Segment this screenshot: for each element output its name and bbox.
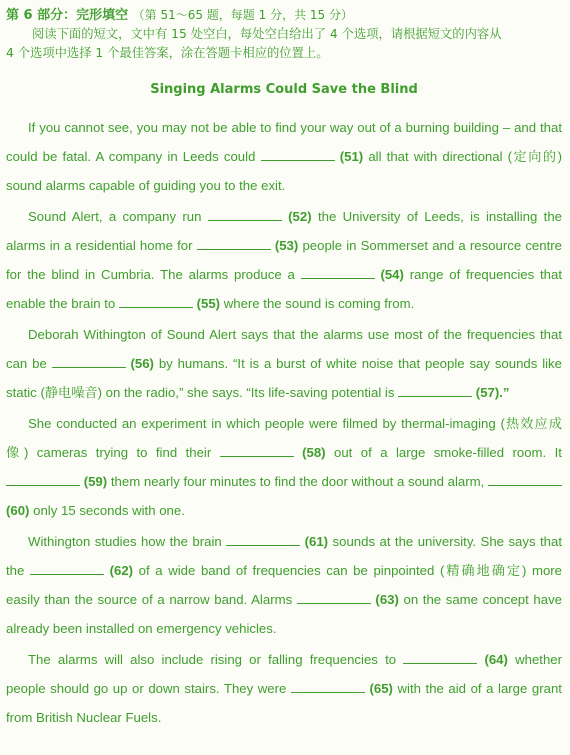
part-note: （第 51～65 题，每题 1 分，共 15 分）: [132, 8, 353, 22]
question-number-59: (59): [83, 474, 108, 489]
instruction-line-2: 4 个选项中选择 1 个最佳答案，涂在答题卡相应的位置上。: [6, 46, 329, 60]
text: out of a large smoke-filled room. It: [334, 445, 562, 460]
blank-64[interactable]: [403, 651, 477, 664]
text: people in Sommerset and a resource centre for the blind in Cumbria. The alarms produce a: [6, 238, 562, 282]
text: range of frequencies that enable the brain to: [6, 267, 563, 311]
question-number-54: (54): [380, 267, 404, 282]
blank-59[interactable]: [6, 473, 80, 486]
question-number-60: (60): [6, 503, 30, 518]
question-number-62: (62): [109, 563, 134, 578]
text: sounds at the university. She says that the: [6, 534, 562, 578]
question-number-65: (65): [369, 681, 393, 696]
question-number-51: (51): [339, 149, 364, 164]
blank-65[interactable]: [291, 680, 365, 693]
paragraph-2: [6, 202, 562, 318]
paragraph-4: [6, 409, 562, 525]
blank-62[interactable]: [30, 562, 104, 575]
passage-body: [6, 113, 562, 732]
text: with the aid of a large grant from British Nuclear Fuels.: [6, 681, 562, 725]
paragraph-5: [6, 527, 562, 643]
question-number-61: (61): [304, 534, 329, 549]
text: Deborah Withington of Sound Alert says that the alarms use most of the frequencies that can be: [6, 327, 562, 371]
text: where the sound is coming from.: [223, 296, 415, 311]
question-number-52: (52): [288, 209, 312, 224]
section-header: [6, 6, 562, 25]
paragraph-1: [6, 113, 562, 200]
text: She conducted an experiment in which people were filmed by thermal-imaging (热效应成像) cameras trying to find their: [6, 416, 562, 460]
text: all that with directional (定向的) sound alarms capable of guiding you to the exit.: [6, 149, 562, 193]
passage-title: Singing Alarms Could Save the Blind: [150, 82, 418, 97]
blank-52[interactable]: [208, 208, 282, 221]
question-number-63: (63): [375, 592, 399, 607]
blank-63[interactable]: [297, 591, 371, 604]
blank-55[interactable]: [119, 295, 193, 308]
question-number-58: (58): [302, 445, 326, 460]
text: The alarms will also include rising or falling frequencies to: [28, 652, 397, 667]
question-number-64: (64): [484, 652, 508, 667]
text: the University of Leeds, is installing the alarms in a residential home for: [6, 209, 562, 253]
text: Sound Alert, a company run: [28, 209, 202, 224]
text: whether people should go up or down stairs. They were: [6, 652, 563, 696]
question-number-55: (55): [196, 296, 221, 311]
question-number-57: (57).”: [475, 385, 510, 400]
text: them nearly four minutes to find the door without a sound alarm,: [110, 474, 485, 489]
blank-60[interactable]: [488, 473, 562, 486]
text: on the same concept have already been installed on emergency vehicles.: [6, 592, 562, 636]
text: If you cannot see, you may not be able to find your way out of a burning building – and that could be fatal. A company in Leeds could: [6, 120, 562, 164]
blank-54[interactable]: [301, 266, 375, 279]
part-label: 第 6 部分：完形填空: [6, 8, 129, 23]
text: of a wide band of frequencies can be pinpointed (精确地确定) more easily than the source of a narrow band. Alarms: [6, 563, 563, 607]
text: only 15 seconds with one.: [33, 503, 185, 518]
blank-51[interactable]: [261, 148, 335, 161]
text: Withington studies how the brain: [28, 534, 222, 549]
blank-61[interactable]: [226, 533, 300, 546]
question-number-56: (56): [130, 356, 154, 371]
question-number-53: (53): [274, 238, 299, 253]
blank-58[interactable]: [220, 444, 294, 457]
text: by humans. “It is a burst of white noise that people say sounds like static (静电噪音) on the radio,” she says. “Its life-saving potential is: [6, 356, 562, 400]
instruction-line-1: 阅读下面的短文，文中有 15 处空白，每处空白给出了 4 个选项，请根据短文的内容从: [32, 27, 502, 41]
blank-57[interactable]: [398, 384, 472, 397]
paragraph-6: [6, 645, 562, 732]
paragraph-3: [6, 320, 562, 407]
instructions: [6, 25, 562, 63]
blank-53[interactable]: [197, 237, 271, 250]
blank-56[interactable]: [52, 355, 126, 368]
